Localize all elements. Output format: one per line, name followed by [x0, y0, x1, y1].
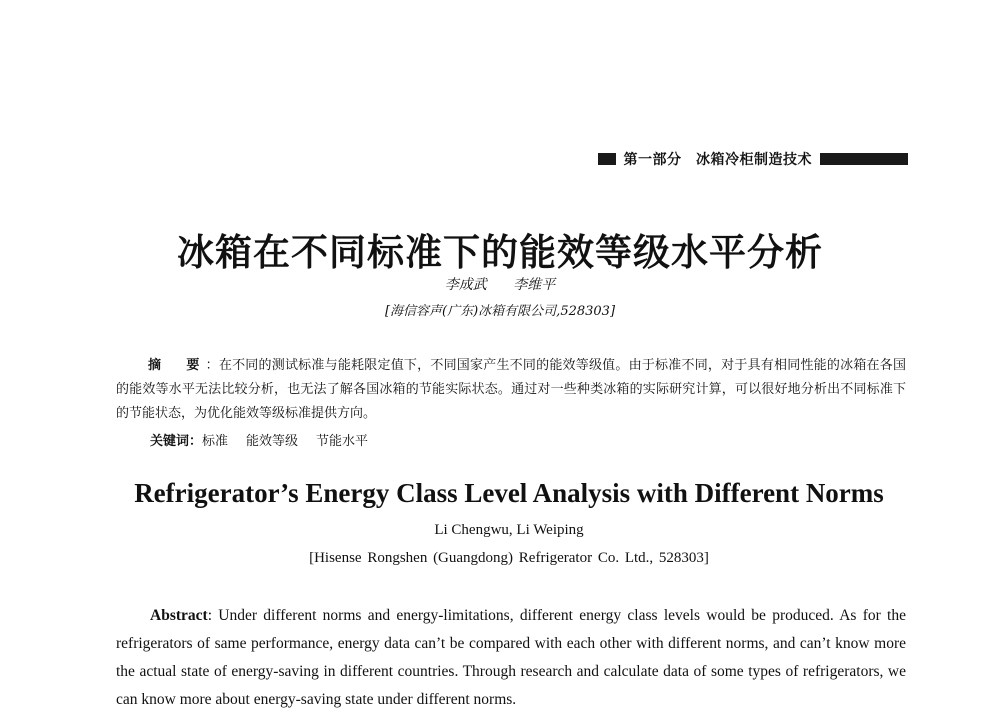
chinese-keywords: [150, 430, 386, 449]
chinese-abstract-label: 摘 要: [148, 358, 206, 373]
section-header-text: 第一部分 冰箱冷柜制造技术: [623, 152, 812, 168]
section-header: [0, 148, 908, 170]
header-decoration-left: [598, 153, 616, 165]
header-decoration-right: [820, 153, 908, 165]
chinese-authors: 李成武 李维平: [444, 277, 556, 293]
english-abstract-text: : Under different norms and energy-limitations, different energy class levels would be produced. As for the refrigerators of same performance, energy data can’t be compared with each other with different norms, and can’t know more the actual state of energy-saving in different countries. Through research and calculate data of some types of refrigerators, we can know more about energy-saving state under different norms.: [116, 607, 906, 708]
english-abstract: [116, 602, 906, 714]
keyword: 能效等级: [246, 434, 299, 449]
english-abstract-label: Abstract: [150, 607, 208, 624]
chinese-abstract: [116, 354, 906, 426]
chinese-keywords-label: 关键词：: [150, 434, 203, 449]
keyword: 节能水平: [316, 434, 369, 449]
chinese-affiliation: [海信容声(广东)冰箱有限公司,528303]: [384, 304, 616, 319]
keyword: 标准: [202, 434, 229, 449]
english-title: Refrigerator’s Energy Class Level Analysis with Different Norms: [134, 478, 884, 508]
english-affiliation: [Hisense Rongshen (Guangdong) Refrigerator Co. Ltd., 528303]: [309, 550, 709, 566]
chinese-abstract-text: ：在不同的测试标准与能耗限定值下，不同国家产生不同的能效等级值。由于标准不同，对于具有相同性能的冰箱在各国的能效等水平无法比较分析，也无法了解各国冰箱的节能实际状态。通过对一些种类冰箱的实际研究计算，可以很好地分析出不同标准下的节能状态，为优化能效等级标准提供方向。: [116, 358, 906, 421]
chinese-title: 冰箱在不同标准下的能效等级水平分析: [177, 230, 823, 274]
english-authors: Li Chengwu, Li Weiping: [434, 522, 584, 538]
